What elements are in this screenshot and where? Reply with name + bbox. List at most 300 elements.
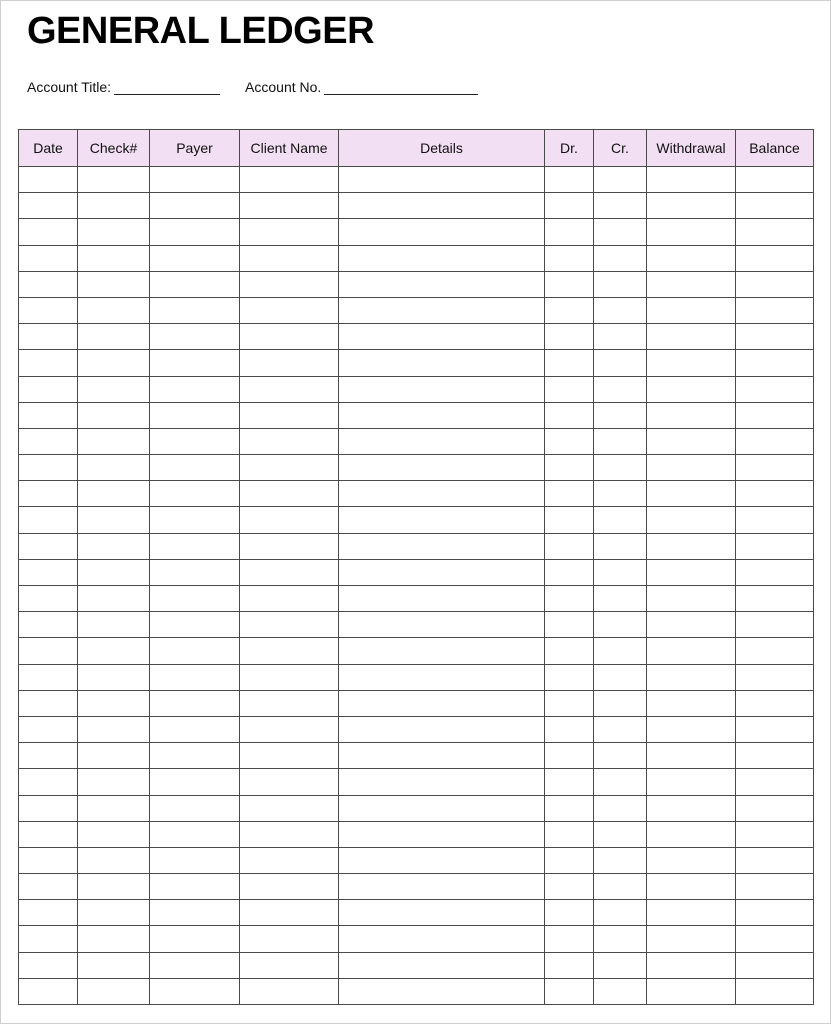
ledger-cell[interactable] — [339, 586, 545, 612]
ledger-cell[interactable] — [78, 769, 150, 795]
ledger-cell[interactable] — [339, 612, 545, 638]
ledger-cell[interactable] — [78, 716, 150, 742]
table-row — [19, 324, 814, 350]
ledger-cell[interactable] — [78, 455, 150, 481]
ledger-cell[interactable] — [150, 167, 240, 193]
ledger-cell[interactable] — [594, 507, 647, 533]
ledger-cell[interactable] — [150, 900, 240, 926]
ledger-cell[interactable] — [545, 743, 594, 769]
ledger-cell[interactable] — [150, 716, 240, 742]
ledger-cell[interactable] — [736, 350, 814, 376]
ledger-cell[interactable] — [647, 664, 736, 690]
ledger-cell[interactable] — [736, 507, 814, 533]
ledger-cell[interactable] — [150, 743, 240, 769]
ledger-cell[interactable] — [150, 978, 240, 1004]
ledger-body — [19, 167, 814, 1005]
ledger-cell[interactable] — [240, 978, 339, 1004]
ledger-cell[interactable] — [78, 428, 150, 454]
ledger-cell[interactable] — [647, 638, 736, 664]
ledger-cell[interactable] — [339, 638, 545, 664]
ledger-cell[interactable] — [339, 350, 545, 376]
ledger-cell[interactable] — [339, 795, 545, 821]
ledger-cell[interactable] — [647, 350, 736, 376]
ledger-cell[interactable] — [594, 428, 647, 454]
ledger-cell[interactable] — [240, 350, 339, 376]
ledger-cell[interactable] — [339, 926, 545, 952]
ledger-cell[interactable] — [736, 638, 814, 664]
ledger-cell[interactable] — [150, 481, 240, 507]
ledger-cell[interactable] — [339, 874, 545, 900]
ledger-cell[interactable] — [594, 743, 647, 769]
ledger-cell[interactable] — [594, 586, 647, 612]
ledger-cell[interactable] — [594, 900, 647, 926]
ledger-cell[interactable] — [339, 952, 545, 978]
ledger-cell[interactable] — [545, 533, 594, 559]
ledger-cell[interactable] — [78, 193, 150, 219]
ledger-cell[interactable] — [647, 167, 736, 193]
ledger-cell[interactable] — [594, 193, 647, 219]
ledger-cell[interactable] — [736, 612, 814, 638]
ledger-cell[interactable] — [545, 559, 594, 585]
ledger-cell[interactable] — [736, 874, 814, 900]
ledger-cell[interactable] — [736, 743, 814, 769]
column-header: Dr. — [545, 130, 594, 167]
ledger-cell[interactable] — [339, 769, 545, 795]
ledger-cell[interactable] — [240, 402, 339, 428]
ledger-cell[interactable] — [736, 690, 814, 716]
ledger-cell[interactable] — [19, 690, 78, 716]
ledger-cell[interactable] — [594, 769, 647, 795]
ledger-cell[interactable] — [736, 664, 814, 690]
ledger-cell[interactable] — [19, 350, 78, 376]
ledger-cell[interactable] — [19, 795, 78, 821]
ledger-cell[interactable] — [545, 324, 594, 350]
ledger-cell[interactable] — [647, 428, 736, 454]
ledger-cell[interactable] — [150, 350, 240, 376]
ledger-cell[interactable] — [736, 376, 814, 402]
ledger-cell[interactable] — [647, 978, 736, 1004]
ledger-cell[interactable] — [339, 376, 545, 402]
ledger-cell[interactable] — [594, 664, 647, 690]
ledger-cell[interactable] — [736, 533, 814, 559]
ledger-cell[interactable] — [594, 297, 647, 323]
ledger-cell[interactable] — [594, 978, 647, 1004]
ledger-cell[interactable] — [240, 743, 339, 769]
ledger-cell[interactable] — [594, 324, 647, 350]
ledger-cell[interactable] — [545, 481, 594, 507]
ledger-cell[interactable] — [594, 533, 647, 559]
ledger-cell[interactable] — [240, 586, 339, 612]
ledger-cell[interactable] — [150, 402, 240, 428]
ledger-cell[interactable] — [647, 193, 736, 219]
ledger-cell[interactable] — [647, 586, 736, 612]
ledger-cell[interactable] — [19, 612, 78, 638]
ledger-cell[interactable] — [545, 795, 594, 821]
ledger-cell[interactable] — [150, 428, 240, 454]
ledger-cell[interactable] — [19, 952, 78, 978]
ledger-cell[interactable] — [19, 978, 78, 1004]
ledger-cell[interactable] — [240, 638, 339, 664]
account-no-blank[interactable] — [324, 79, 478, 95]
ledger-cell[interactable] — [736, 952, 814, 978]
ledger-cell[interactable] — [240, 821, 339, 847]
ledger-cell[interactable] — [240, 769, 339, 795]
table-row — [19, 507, 814, 533]
ledger-cell[interactable] — [545, 350, 594, 376]
ledger-cell[interactable] — [594, 874, 647, 900]
ledger-cell[interactable] — [736, 795, 814, 821]
ledger-cell[interactable] — [78, 821, 150, 847]
ledger-cell[interactable] — [19, 926, 78, 952]
ledger-cell[interactable] — [647, 402, 736, 428]
ledger-cell[interactable] — [647, 297, 736, 323]
ledger-cell[interactable] — [339, 245, 545, 271]
ledger-cell[interactable] — [240, 559, 339, 585]
ledger-cell[interactable] — [594, 847, 647, 873]
ledger-cell[interactable] — [19, 428, 78, 454]
ledger-cell[interactable] — [339, 219, 545, 245]
ledger-cell[interactable] — [240, 716, 339, 742]
ledger-cell[interactable] — [78, 167, 150, 193]
ledger-cell[interactable] — [647, 690, 736, 716]
ledger-cell[interactable] — [78, 586, 150, 612]
ledger-cell[interactable] — [545, 271, 594, 297]
ledger-cell[interactable] — [736, 978, 814, 1004]
ledger-cell[interactable] — [594, 690, 647, 716]
ledger-cell[interactable] — [240, 507, 339, 533]
ledger-cell[interactable] — [150, 455, 240, 481]
ledger-cell[interactable] — [19, 297, 78, 323]
ledger-cell[interactable] — [339, 978, 545, 1004]
ledger-cell[interactable] — [78, 664, 150, 690]
ledger-cell[interactable] — [78, 743, 150, 769]
ledger-cell[interactable] — [78, 612, 150, 638]
ledger-cell[interactable] — [339, 193, 545, 219]
ledger-cell[interactable] — [150, 219, 240, 245]
ledger-cell[interactable] — [594, 795, 647, 821]
ledger-cell[interactable] — [545, 376, 594, 402]
ledger-cell[interactable] — [594, 402, 647, 428]
ledger-cell[interactable] — [78, 533, 150, 559]
ledger-cell[interactable] — [240, 533, 339, 559]
ledger-cell[interactable] — [647, 324, 736, 350]
ledger-cell[interactable] — [736, 481, 814, 507]
ledger-cell[interactable] — [240, 455, 339, 481]
ledger-cell[interactable] — [339, 428, 545, 454]
ledger-cell[interactable] — [150, 245, 240, 271]
ledger-cell[interactable] — [339, 402, 545, 428]
ledger-cell[interactable] — [594, 481, 647, 507]
ledger-cell[interactable] — [150, 507, 240, 533]
ledger-cell[interactable] — [647, 559, 736, 585]
ledger-cell[interactable] — [19, 874, 78, 900]
ledger-cell[interactable] — [339, 664, 545, 690]
ledger-cell[interactable] — [19, 507, 78, 533]
ledger-cell[interactable] — [736, 455, 814, 481]
ledger-cell[interactable] — [736, 428, 814, 454]
ledger-cell[interactable] — [545, 297, 594, 323]
account-fields — [27, 79, 478, 95]
ledger-cell[interactable] — [19, 769, 78, 795]
ledger-cell[interactable] — [594, 245, 647, 271]
ledger-cell[interactable] — [78, 324, 150, 350]
ledger-cell[interactable] — [647, 795, 736, 821]
ledger-cell[interactable] — [594, 821, 647, 847]
ledger-cell[interactable] — [240, 481, 339, 507]
ledger-cell[interactable] — [19, 219, 78, 245]
ledger-cell[interactable] — [647, 219, 736, 245]
ledger-cell[interactable] — [150, 821, 240, 847]
ledger-cell[interactable] — [647, 376, 736, 402]
ledger-cell[interactable] — [545, 821, 594, 847]
ledger-cell[interactable] — [150, 638, 240, 664]
ledger-cell[interactable] — [647, 271, 736, 297]
ledger-cell[interactable] — [150, 297, 240, 323]
ledger-cell[interactable] — [19, 821, 78, 847]
ledger-cell[interactable] — [19, 664, 78, 690]
ledger-cell[interactable] — [339, 847, 545, 873]
ledger-cell[interactable] — [647, 455, 736, 481]
ledger-cell[interactable] — [19, 533, 78, 559]
account-title-blank[interactable] — [114, 79, 220, 95]
ledger-cell[interactable] — [545, 402, 594, 428]
ledger-cell[interactable] — [736, 297, 814, 323]
ledger-cell[interactable] — [545, 586, 594, 612]
ledger-cell[interactable] — [647, 874, 736, 900]
ledger-cell[interactable] — [545, 219, 594, 245]
ledger-cell[interactable] — [150, 533, 240, 559]
ledger-cell[interactable] — [150, 664, 240, 690]
ledger-cell[interactable] — [647, 847, 736, 873]
ledger-cell[interactable] — [545, 245, 594, 271]
ledger-cell[interactable] — [240, 428, 339, 454]
ledger-cell[interactable] — [736, 559, 814, 585]
ledger-cell[interactable] — [19, 900, 78, 926]
ledger-cell[interactable] — [647, 769, 736, 795]
ledger-cell[interactable] — [736, 402, 814, 428]
ledger-cell[interactable] — [19, 324, 78, 350]
ledger-cell[interactable] — [545, 690, 594, 716]
ledger-cell[interactable] — [545, 847, 594, 873]
ledger-cell[interactable] — [736, 193, 814, 219]
ledger-cell[interactable] — [150, 559, 240, 585]
ledger-cell[interactable] — [150, 847, 240, 873]
ledger-cell[interactable] — [19, 586, 78, 612]
ledger-cell[interactable] — [150, 193, 240, 219]
ledger-cell[interactable] — [78, 638, 150, 664]
ledger-cell[interactable] — [545, 874, 594, 900]
ledger-cell[interactable] — [19, 402, 78, 428]
ledger-cell[interactable] — [736, 900, 814, 926]
table-row — [19, 612, 814, 638]
ledger-cell[interactable] — [19, 559, 78, 585]
ledger-cell[interactable] — [78, 376, 150, 402]
ledger-cell[interactable] — [339, 821, 545, 847]
ledger-cell[interactable] — [594, 376, 647, 402]
ledger-cell[interactable] — [78, 690, 150, 716]
ledger-cell[interactable] — [150, 926, 240, 952]
ledger-cell[interactable] — [594, 926, 647, 952]
ledger-cell[interactable] — [339, 324, 545, 350]
ledger-cell[interactable] — [78, 271, 150, 297]
ledger-cell[interactable] — [240, 324, 339, 350]
ledger-cell[interactable] — [240, 874, 339, 900]
ledger-cell[interactable] — [647, 716, 736, 742]
ledger-cell[interactable] — [19, 193, 78, 219]
ledger-cell[interactable] — [339, 716, 545, 742]
ledger-cell[interactable] — [339, 690, 545, 716]
ledger-cell[interactable] — [545, 978, 594, 1004]
ledger-cell[interactable] — [647, 743, 736, 769]
ledger-cell[interactable] — [736, 167, 814, 193]
ledger-cell[interactable] — [647, 533, 736, 559]
ledger-cell[interactable] — [240, 297, 339, 323]
ledger-cell[interactable] — [594, 167, 647, 193]
ledger-cell[interactable] — [647, 952, 736, 978]
ledger-cell[interactable] — [647, 612, 736, 638]
ledger-cell[interactable] — [78, 481, 150, 507]
ledger-cell[interactable] — [150, 952, 240, 978]
ledger-cell[interactable] — [240, 167, 339, 193]
ledger-cell[interactable] — [78, 874, 150, 900]
ledger-cell[interactable] — [736, 847, 814, 873]
table-row — [19, 376, 814, 402]
ledger-cell[interactable] — [19, 167, 78, 193]
ledger-cell[interactable] — [594, 638, 647, 664]
ledger-cell[interactable] — [647, 926, 736, 952]
ledger-cell[interactable] — [240, 795, 339, 821]
ledger-cell[interactable] — [545, 455, 594, 481]
ledger-cell[interactable] — [545, 664, 594, 690]
ledger-cell[interactable] — [647, 245, 736, 271]
ledger-cell[interactable] — [19, 245, 78, 271]
ledger-cell[interactable] — [594, 559, 647, 585]
ledger-cell[interactable] — [736, 245, 814, 271]
ledger-cell[interactable] — [240, 376, 339, 402]
ledger-cell[interactable] — [594, 271, 647, 297]
ledger-cell[interactable] — [545, 638, 594, 664]
ledger-cell[interactable] — [545, 428, 594, 454]
ledger-cell[interactable] — [339, 559, 545, 585]
ledger-cell[interactable] — [240, 245, 339, 271]
ledger-cell[interactable] — [647, 900, 736, 926]
ledger-cell[interactable] — [339, 481, 545, 507]
ledger-cell[interactable] — [545, 716, 594, 742]
ledger-cell[interactable] — [647, 821, 736, 847]
ledger-cell[interactable] — [545, 952, 594, 978]
ledger-cell[interactable] — [240, 900, 339, 926]
ledger-cell[interactable] — [736, 586, 814, 612]
ledger-cell[interactable] — [19, 743, 78, 769]
ledger-cell[interactable] — [339, 271, 545, 297]
ledger-cell[interactable] — [150, 376, 240, 402]
ledger-cell[interactable] — [647, 481, 736, 507]
ledger-cell[interactable] — [150, 769, 240, 795]
ledger-cell[interactable] — [647, 507, 736, 533]
ledger-cell[interactable] — [736, 821, 814, 847]
ledger-cell[interactable] — [150, 324, 240, 350]
ledger-cell[interactable] — [150, 874, 240, 900]
ledger-cell[interactable] — [240, 690, 339, 716]
ledger-cell[interactable] — [150, 690, 240, 716]
ledger-cell[interactable] — [19, 847, 78, 873]
ledger-cell[interactable] — [78, 245, 150, 271]
ledger-cell[interactable] — [150, 586, 240, 612]
ledger-cell[interactable] — [78, 978, 150, 1004]
ledger-cell[interactable] — [19, 376, 78, 402]
ledger-cell[interactable] — [736, 219, 814, 245]
ledger-cell[interactable] — [545, 167, 594, 193]
ledger-cell[interactable] — [240, 612, 339, 638]
ledger-cell[interactable] — [19, 481, 78, 507]
ledger-cell[interactable] — [150, 612, 240, 638]
ledger-cell[interactable] — [339, 533, 545, 559]
ledger-cell[interactable] — [594, 455, 647, 481]
column-header: Details — [339, 130, 545, 167]
ledger-cell[interactable] — [19, 455, 78, 481]
ledger-cell[interactable] — [78, 297, 150, 323]
ledger-cell[interactable] — [240, 193, 339, 219]
ledger-cell[interactable] — [78, 559, 150, 585]
ledger-cell[interactable] — [78, 219, 150, 245]
ledger-cell[interactable] — [339, 743, 545, 769]
ledger-cell[interactable] — [240, 664, 339, 690]
ledger-cell[interactable] — [545, 193, 594, 219]
ledger-cell[interactable] — [240, 952, 339, 978]
ledger-cell[interactable] — [594, 952, 647, 978]
ledger-cell[interactable] — [594, 716, 647, 742]
ledger-cell[interactable] — [78, 795, 150, 821]
ledger-cell[interactable] — [545, 612, 594, 638]
ledger-cell[interactable] — [545, 507, 594, 533]
ledger-cell[interactable] — [19, 638, 78, 664]
ledger-cell[interactable] — [240, 926, 339, 952]
ledger-cell[interactable] — [339, 167, 545, 193]
ledger-cell[interactable] — [19, 271, 78, 297]
ledger-cell[interactable] — [78, 926, 150, 952]
table-row — [19, 926, 814, 952]
ledger-cell[interactable] — [240, 847, 339, 873]
ledger-cell[interactable] — [594, 219, 647, 245]
ledger-cell[interactable] — [339, 507, 545, 533]
ledger-cell[interactable] — [736, 769, 814, 795]
ledger-cell[interactable] — [150, 271, 240, 297]
ledger-cell[interactable] — [594, 350, 647, 376]
ledger-cell[interactable] — [78, 402, 150, 428]
ledger-cell[interactable] — [78, 900, 150, 926]
ledger-cell[interactable] — [240, 271, 339, 297]
ledger-cell[interactable] — [78, 507, 150, 533]
ledger-cell[interactable] — [545, 769, 594, 795]
ledger-cell[interactable] — [545, 900, 594, 926]
ledger-cell[interactable] — [736, 324, 814, 350]
ledger-cell[interactable] — [78, 350, 150, 376]
ledger-cell[interactable] — [339, 900, 545, 926]
ledger-cell[interactable] — [545, 926, 594, 952]
ledger-cell[interactable] — [150, 795, 240, 821]
ledger-cell[interactable] — [78, 952, 150, 978]
ledger-cell[interactable] — [78, 847, 150, 873]
ledger-cell[interactable] — [736, 926, 814, 952]
ledger-cell[interactable] — [736, 271, 814, 297]
column-header: Balance — [736, 130, 814, 167]
ledger-cell[interactable] — [240, 219, 339, 245]
ledger-cell[interactable] — [339, 297, 545, 323]
ledger-cell[interactable] — [339, 455, 545, 481]
ledger-cell[interactable] — [736, 716, 814, 742]
ledger-cell[interactable] — [594, 612, 647, 638]
ledger-cell[interactable] — [19, 716, 78, 742]
